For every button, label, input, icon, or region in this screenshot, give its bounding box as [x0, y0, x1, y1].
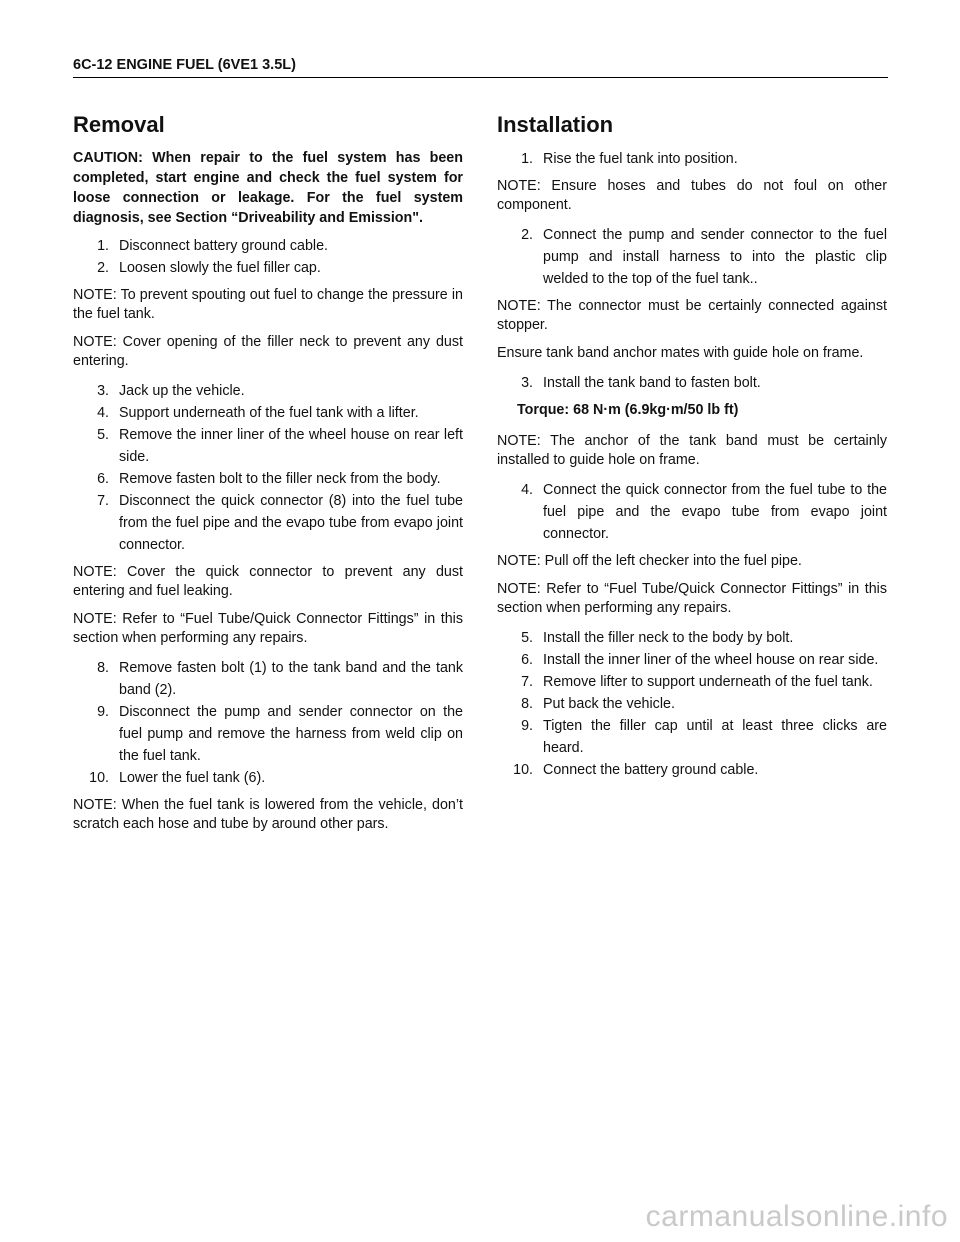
- list-item: [497, 693, 887, 715]
- step-number: 9.: [97, 704, 109, 720]
- step-text: Lower the fuel tank (6).: [119, 770, 266, 786]
- step-text: Remove lifter to support underneath of the fuel tank.: [543, 674, 873, 690]
- step-text: Connect the quick connector from the fuel tube to the fuel pipe and the evapo tube from evapo joint connector.: [543, 482, 887, 542]
- installation-heading: Installation: [497, 112, 614, 137]
- removal-note-1: NOTE: To prevent spouting out fuel to change the pressure in the fuel tank.: [73, 287, 463, 322]
- list-item: [73, 701, 463, 767]
- step-text: Install the filler neck to the body by bolt.: [543, 630, 794, 646]
- list-item: [73, 235, 463, 257]
- removal-heading: Removal: [73, 112, 165, 137]
- step-number: 6.: [521, 652, 533, 668]
- step-number: 10.: [513, 762, 533, 778]
- list-item: [497, 759, 887, 781]
- installation-section: [497, 112, 887, 788]
- step-number: 7.: [521, 674, 533, 690]
- list-item: [73, 468, 463, 490]
- list-item: [497, 671, 887, 693]
- step-text: Rise the fuel tank into position.: [543, 151, 738, 167]
- page-header: [73, 55, 888, 78]
- step-text: Connect the battery ground cable.: [543, 762, 759, 778]
- step-number: 4.: [521, 482, 533, 498]
- installation-note-6: NOTE: Refer to “Fuel Tube/Quick Connector Fittings” in this section when performing any repairs.: [497, 581, 887, 616]
- step-text: Jack up the vehicle.: [119, 383, 245, 399]
- list-item: [73, 402, 463, 424]
- installation-note-3: Ensure tank band anchor mates with guide hole on frame.: [497, 345, 864, 361]
- list-item: [497, 148, 887, 170]
- step-number: 3.: [97, 383, 109, 399]
- list-item: [497, 224, 887, 290]
- list-item: [497, 372, 887, 394]
- installation-note-4: NOTE: The anchor of the tank band must be certainly installed to guide hole on frame.: [497, 433, 887, 468]
- step-text: Disconnect the quick connector (8) into the fuel tube from the fuel pipe and the evapo tube from evapo joint connector.: [119, 493, 463, 553]
- step-number: 2.: [97, 260, 109, 276]
- watermark: carmanualsonline.info: [645, 1200, 948, 1233]
- step-number: 1.: [97, 238, 109, 254]
- removal-steps-a: [73, 235, 463, 279]
- step-number: 8.: [97, 660, 109, 676]
- list-item: [497, 627, 887, 649]
- step-number: 1.: [521, 151, 533, 167]
- removal-caution: CAUTION: When repair to the fuel system has been completed, start engine and check the fuel system for loose connection or leakage. For the fuel system diagnosis, see Section “Driveability and Emission".: [73, 150, 463, 226]
- step-text: Disconnect the pump and sender connector on the fuel pump and remove the harness from weld clip on the fuel tank.: [119, 704, 463, 764]
- step-number: 3.: [521, 375, 533, 391]
- list-item: [73, 657, 463, 701]
- list-item: [497, 649, 887, 671]
- removal-note-3: NOTE: Cover the quick connector to prevent any dust entering and fuel leaking.: [73, 564, 463, 599]
- installation-steps-c: [497, 372, 887, 394]
- step-text: Remove fasten bolt to the filler neck from the body.: [119, 471, 441, 487]
- list-item: [497, 715, 887, 759]
- step-number: 7.: [97, 493, 109, 509]
- step-number: 5.: [521, 630, 533, 646]
- step-text: Put back the vehicle.: [543, 696, 675, 712]
- removal-note-2: NOTE: Cover opening of the filler neck to prevent any dust entering.: [73, 334, 463, 369]
- installation-note-5: NOTE: Pull off the left checker into the fuel pipe.: [497, 553, 802, 569]
- installation-steps-e: [497, 627, 887, 781]
- installation-steps-b: [497, 224, 887, 290]
- installation-note-1: NOTE: Ensure hoses and tubes do not foul on other component.: [497, 178, 887, 213]
- installation-steps-a: [497, 148, 887, 170]
- step-text: Install the inner liner of the wheel house on rear side.: [543, 652, 879, 668]
- list-item: [497, 479, 887, 545]
- step-number: 10.: [89, 770, 109, 786]
- torque-spec: Torque: 68 N·m (6.9kg·m/50 lb ft): [517, 402, 739, 418]
- list-item: [73, 767, 463, 789]
- installation-steps-d: [497, 479, 887, 545]
- list-item: [73, 380, 463, 402]
- step-number: 6.: [97, 471, 109, 487]
- installation-note-2: NOTE: The connector must be certainly connected against stopper.: [497, 298, 887, 333]
- removal-steps-b: [73, 380, 463, 556]
- step-text: Remove the inner liner of the wheel house on rear left side.: [119, 427, 463, 465]
- step-text: Connect the pump and sender connector to the fuel pump and install harness to into the plastic clip welded to the top of the fuel tank..: [543, 227, 887, 287]
- list-item: [73, 424, 463, 468]
- removal-note-5: NOTE: When the fuel tank is lowered from the vehicle, don’t scratch each hose and tube by around other pars.: [73, 797, 463, 832]
- step-text: Tigten the filler cap until at least three clicks are heard.: [543, 718, 887, 756]
- step-number: 9.: [521, 718, 533, 734]
- step-text: Support underneath of the fuel tank with a lifter.: [119, 405, 419, 421]
- step-number: 5.: [97, 427, 109, 443]
- step-text: Install the tank band to fasten bolt.: [543, 375, 761, 391]
- list-item: [73, 257, 463, 279]
- step-text: Remove fasten bolt (1) to the tank band and the tank band (2).: [119, 660, 463, 698]
- removal-section: [73, 112, 463, 843]
- removal-steps-c: [73, 657, 463, 789]
- removal-note-4: NOTE: Refer to “Fuel Tube/Quick Connector Fittings” in this section when performing any repairs.: [73, 611, 463, 646]
- step-number: 4.: [97, 405, 109, 421]
- step-text: Disconnect battery ground cable.: [119, 238, 329, 254]
- step-number: 8.: [521, 696, 533, 712]
- step-number: 2.: [521, 227, 533, 243]
- step-text: Loosen slowly the fuel filler cap.: [119, 260, 321, 276]
- page-header-title: 6C-12 ENGINE FUEL (6VE1 3.5L): [73, 57, 296, 73]
- list-item: [73, 490, 463, 556]
